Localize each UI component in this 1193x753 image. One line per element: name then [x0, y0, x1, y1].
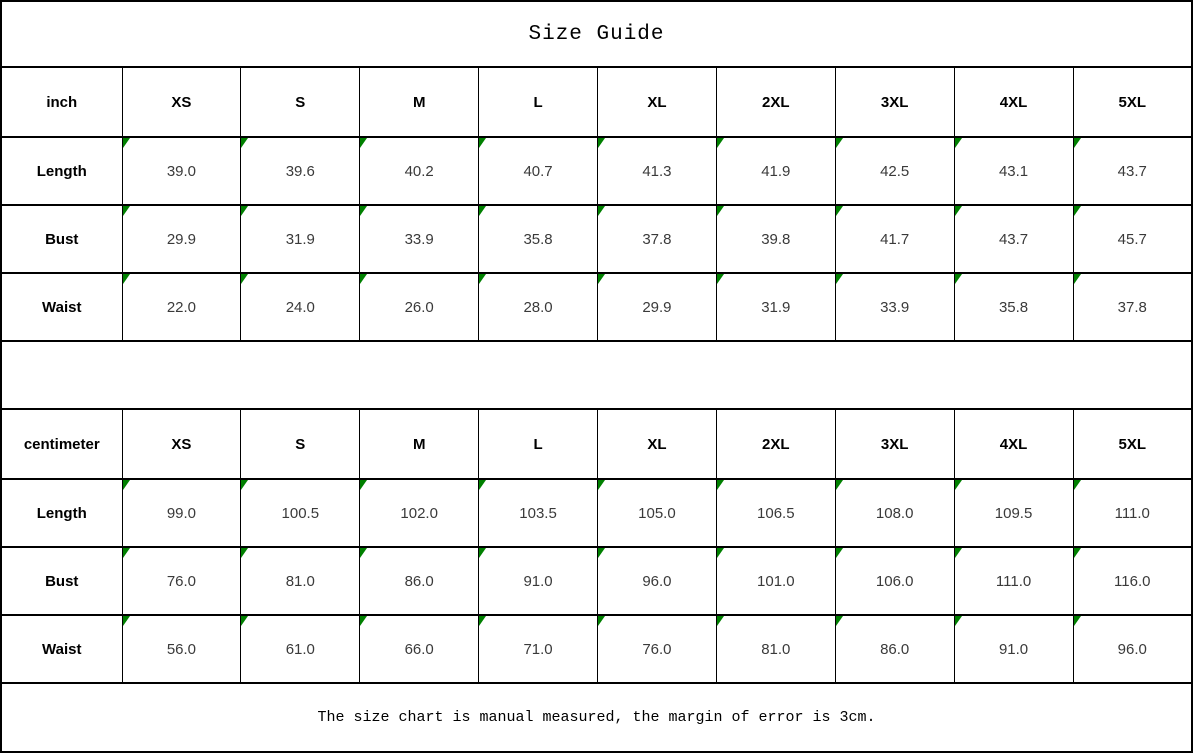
- cell-flag-triangle-icon: [955, 138, 962, 148]
- table-row: [1, 273, 1192, 341]
- size-value: 76.0: [166, 572, 197, 590]
- size-value-cell: [716, 547, 835, 615]
- measure-row-label: Length: [1, 479, 122, 547]
- size-value-cell: [241, 615, 360, 683]
- cell-flag-triangle-icon: [479, 206, 486, 216]
- cell-flag-triangle-icon: [123, 274, 130, 284]
- size-value: 86.0: [880, 640, 910, 658]
- cell-flag-triangle-icon: [598, 274, 605, 284]
- size-value: 43.7: [1117, 162, 1147, 180]
- size-value: 109.5: [994, 504, 1033, 522]
- size-value: 26.0: [404, 298, 434, 316]
- unit-header-inch: inch: [1, 67, 122, 137]
- size-value-cell: [241, 273, 360, 341]
- measure-row-label: Waist: [1, 273, 122, 341]
- size-value: 81.0: [761, 640, 791, 658]
- cell-flag-triangle-icon: [717, 480, 724, 490]
- cell-flag-triangle-icon: [836, 616, 843, 626]
- size-value: 103.5: [519, 504, 557, 522]
- size-value-cell: [479, 479, 598, 547]
- size-value: 100.5: [281, 504, 320, 522]
- size-value-cell: [241, 137, 360, 205]
- table-row: [1, 67, 1192, 137]
- size-value: 28.0: [523, 298, 553, 316]
- size-value: 81.0: [285, 572, 315, 590]
- size-value: 71.0: [523, 640, 553, 658]
- table-row: [1, 683, 1192, 752]
- size-value-cell: [1073, 479, 1192, 547]
- cell-flag-triangle-icon: [955, 206, 962, 216]
- size-value: 37.8: [1117, 298, 1147, 316]
- table-row: [1, 409, 1192, 479]
- cell-flag-triangle-icon: [836, 480, 843, 490]
- cell-flag-triangle-icon: [241, 548, 248, 558]
- size-value-cell: [479, 547, 598, 615]
- size-value-cell: [954, 137, 1073, 205]
- cell-flag-triangle-icon: [241, 206, 248, 216]
- size-column-header: XS: [122, 67, 241, 137]
- size-column-header: 3XL: [835, 67, 954, 137]
- size-value-cell: [122, 547, 241, 615]
- cell-flag-triangle-icon: [836, 206, 843, 216]
- cell-flag-triangle-icon: [955, 480, 962, 490]
- size-column-header: 2XL: [716, 409, 835, 479]
- size-value-cell: [835, 615, 954, 683]
- size-value-cell: [241, 547, 360, 615]
- cell-flag-triangle-icon: [479, 480, 486, 490]
- size-value-cell: [954, 547, 1073, 615]
- cell-flag-triangle-icon: [123, 206, 130, 216]
- size-value-cell: [598, 137, 717, 205]
- size-value-cell: [598, 273, 717, 341]
- size-value: 96.0: [642, 572, 672, 590]
- size-value-cell: [954, 205, 1073, 273]
- size-value-cell: [360, 479, 479, 547]
- cell-flag-triangle-icon: [479, 138, 486, 148]
- size-value-cell: [598, 205, 717, 273]
- size-value: 99.0: [166, 504, 197, 522]
- page-title: Size Guide: [1, 1, 1192, 67]
- cell-flag-triangle-icon: [479, 616, 486, 626]
- size-value-cell: [835, 205, 954, 273]
- size-value: 56.0: [166, 640, 197, 658]
- cell-flag-triangle-icon: [1074, 206, 1081, 216]
- cell-flag-triangle-icon: [955, 274, 962, 284]
- size-value-cell: [360, 205, 479, 273]
- size-value: 86.0: [404, 572, 434, 590]
- size-column-header: XL: [598, 67, 717, 137]
- cell-flag-triangle-icon: [1074, 138, 1081, 148]
- size-value: 37.8: [642, 230, 672, 248]
- size-value-cell: [360, 615, 479, 683]
- cell-flag-triangle-icon: [598, 206, 605, 216]
- cell-flag-triangle-icon: [1074, 616, 1081, 626]
- cell-flag-triangle-icon: [1074, 480, 1081, 490]
- size-value-cell: [122, 273, 241, 341]
- size-value-cell: [835, 137, 954, 205]
- size-value: 40.7: [523, 162, 553, 180]
- cell-flag-triangle-icon: [717, 548, 724, 558]
- footer-note: The size chart is manual measured, the margin of error is 3cm.: [1, 683, 1192, 752]
- cell-flag-triangle-icon: [836, 274, 843, 284]
- unit-header-centimeter: centimeter: [1, 409, 122, 479]
- cell-flag-triangle-icon: [479, 274, 486, 284]
- size-column-header: XL: [598, 409, 717, 479]
- cell-flag-triangle-icon: [360, 480, 367, 490]
- cell-flag-triangle-icon: [360, 138, 367, 148]
- cell-flag-triangle-icon: [598, 548, 605, 558]
- size-column-header: XS: [122, 409, 241, 479]
- size-column-header: 5XL: [1073, 67, 1192, 137]
- size-column-header: S: [241, 409, 360, 479]
- size-value: 24.0: [285, 298, 315, 316]
- size-value: 40.2: [404, 162, 434, 180]
- size-value: 43.7: [998, 230, 1029, 248]
- size-value: 29.9: [642, 298, 672, 316]
- cell-flag-triangle-icon: [241, 480, 248, 490]
- table-row: [1, 341, 1192, 409]
- cell-flag-triangle-icon: [717, 206, 724, 216]
- size-value: 31.9: [761, 298, 791, 316]
- cell-flag-triangle-icon: [836, 548, 843, 558]
- size-value: 91.0: [998, 640, 1029, 658]
- size-value-cell: [1073, 137, 1192, 205]
- size-value-cell: [122, 479, 241, 547]
- cell-flag-triangle-icon: [123, 616, 130, 626]
- size-value: 35.8: [998, 298, 1029, 316]
- size-value-cell: [835, 479, 954, 547]
- measure-row-label: Length: [1, 137, 122, 205]
- size-value-cell: [716, 205, 835, 273]
- size-column-header: S: [241, 67, 360, 137]
- measure-row-label: Bust: [1, 205, 122, 273]
- cell-flag-triangle-icon: [360, 274, 367, 284]
- size-value-cell: [1073, 273, 1192, 341]
- size-value-cell: [716, 615, 835, 683]
- size-value: 33.9: [880, 298, 910, 316]
- size-value: 39.0: [166, 162, 197, 180]
- size-value: 106.5: [757, 504, 795, 522]
- table-row: [1, 1, 1192, 67]
- size-column-header: 3XL: [835, 409, 954, 479]
- cell-flag-triangle-icon: [123, 480, 130, 490]
- cell-flag-triangle-icon: [123, 548, 130, 558]
- size-value: 111.0: [995, 572, 1032, 590]
- size-column-header: 4XL: [954, 409, 1073, 479]
- cell-flag-triangle-icon: [1074, 274, 1081, 284]
- size-value-cell: [479, 137, 598, 205]
- size-value: 43.1: [998, 162, 1029, 180]
- size-value-cell: [716, 479, 835, 547]
- cell-flag-triangle-icon: [241, 138, 248, 148]
- cell-flag-triangle-icon: [717, 616, 724, 626]
- size-value: 45.7: [1117, 230, 1147, 248]
- spacer-row-cell: [1, 341, 1192, 409]
- cell-flag-triangle-icon: [598, 138, 605, 148]
- size-value-cell: [835, 273, 954, 341]
- table-row: [1, 479, 1192, 547]
- size-value: 102.0: [400, 504, 438, 522]
- size-value-cell: [122, 137, 241, 205]
- measure-row-label: Bust: [1, 547, 122, 615]
- size-column-header: 5XL: [1073, 409, 1192, 479]
- size-value: 42.5: [880, 162, 910, 180]
- size-column-header: L: [479, 409, 598, 479]
- size-value-cell: [598, 479, 717, 547]
- size-value-cell: [716, 273, 835, 341]
- size-value: 96.0: [1117, 640, 1147, 658]
- size-value-cell: [122, 615, 241, 683]
- size-value: 66.0: [404, 640, 434, 658]
- size-value: 39.8: [761, 230, 791, 248]
- size-value-cell: [954, 273, 1073, 341]
- size-value: 106.0: [875, 572, 914, 590]
- size-value: 33.9: [404, 230, 434, 248]
- size-column-header: 4XL: [954, 67, 1073, 137]
- cell-flag-triangle-icon: [955, 616, 962, 626]
- size-column-header: M: [360, 67, 479, 137]
- cell-flag-triangle-icon: [836, 138, 843, 148]
- size-value: 41.9: [761, 162, 791, 180]
- size-guide-body: [1, 1, 1192, 752]
- size-value: 29.9: [166, 230, 197, 248]
- size-value: 101.0: [757, 572, 795, 590]
- size-value: 76.0: [642, 640, 672, 658]
- size-value: 105.0: [638, 504, 676, 522]
- size-value: 39.6: [285, 162, 315, 180]
- cell-flag-triangle-icon: [360, 616, 367, 626]
- table-row: [1, 615, 1192, 683]
- cell-flag-triangle-icon: [479, 548, 486, 558]
- cell-flag-triangle-icon: [717, 274, 724, 284]
- cell-flag-triangle-icon: [598, 480, 605, 490]
- size-value-cell: [479, 205, 598, 273]
- size-column-header: M: [360, 409, 479, 479]
- size-value-cell: [1073, 205, 1192, 273]
- cell-flag-triangle-icon: [123, 138, 130, 148]
- size-value-cell: [479, 273, 598, 341]
- size-value-cell: [954, 479, 1073, 547]
- table-row: [1, 205, 1192, 273]
- size-value: 116.0: [1114, 572, 1151, 590]
- size-value-cell: [241, 479, 360, 547]
- size-value-cell: [835, 547, 954, 615]
- cell-flag-triangle-icon: [955, 548, 962, 558]
- size-value-cell: [479, 615, 598, 683]
- cell-flag-triangle-icon: [717, 138, 724, 148]
- size-column-header: 2XL: [716, 67, 835, 137]
- table-row: [1, 137, 1192, 205]
- size-value: 35.8: [523, 230, 553, 248]
- size-value: 111.0: [1114, 504, 1150, 522]
- size-value-cell: [954, 615, 1073, 683]
- table-row: [1, 547, 1192, 615]
- size-value-cell: [241, 205, 360, 273]
- size-value-cell: [360, 273, 479, 341]
- size-value-cell: [716, 137, 835, 205]
- measure-row-label: Waist: [1, 615, 122, 683]
- cell-flag-triangle-icon: [598, 616, 605, 626]
- cell-flag-triangle-icon: [241, 274, 248, 284]
- size-value-cell: [1073, 615, 1192, 683]
- size-value-cell: [1073, 547, 1192, 615]
- size-value: 91.0: [523, 572, 553, 590]
- size-value: 41.7: [880, 230, 910, 248]
- size-value: 22.0: [166, 298, 197, 316]
- size-value: 108.0: [875, 504, 914, 522]
- cell-flag-triangle-icon: [1074, 548, 1081, 558]
- size-value-cell: [598, 547, 717, 615]
- size-value-cell: [360, 547, 479, 615]
- size-value-cell: [598, 615, 717, 683]
- cell-flag-triangle-icon: [241, 616, 248, 626]
- size-value: 31.9: [285, 230, 315, 248]
- size-value: 61.0: [285, 640, 315, 658]
- size-value-cell: [122, 205, 241, 273]
- size-value: 41.3: [642, 162, 672, 180]
- size-value-cell: [360, 137, 479, 205]
- size-column-header: L: [479, 67, 598, 137]
- cell-flag-triangle-icon: [360, 206, 367, 216]
- cell-flag-triangle-icon: [360, 548, 367, 558]
